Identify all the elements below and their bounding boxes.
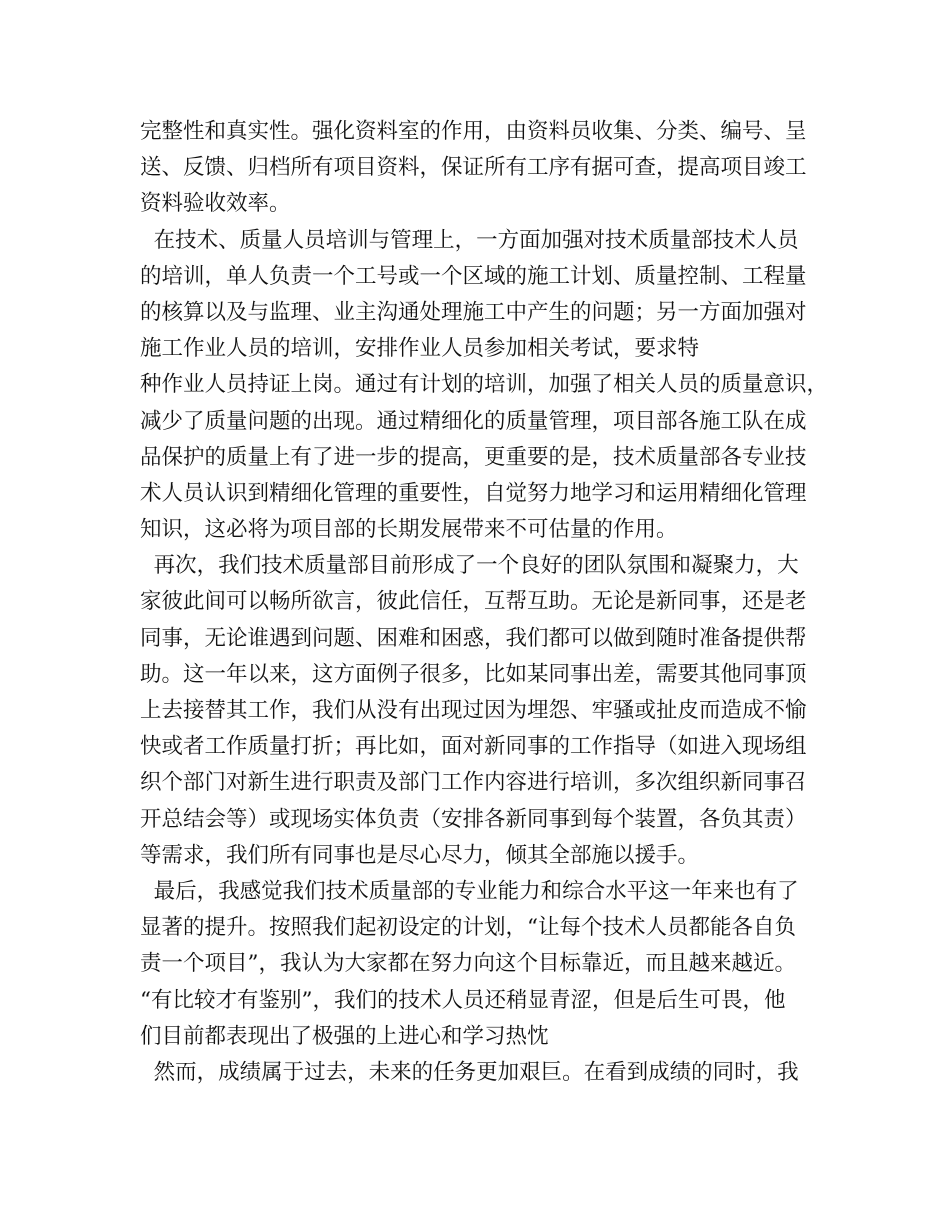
text-line: “有比较才有鉴别”，我们的技术人员还稍显青涩，但是后生可畏，他 xyxy=(140,987,786,1013)
text-line: 责一个项目”，我认为大家都在努力向这个目标靠近，而且越来越近。 xyxy=(140,951,796,977)
text-line: 上去接替其工作，我们从没有出现过因为埋怨、牢骚或扯皮而造成不愉 xyxy=(140,698,807,723)
text-line: 同事，无论谁遇到问题、困难和困惑，我们都可以做到随时准备提供帮 xyxy=(140,625,807,651)
text-line: 显著的提升。按照我们起初设定的计划，“让每个技术人员都能各自负 xyxy=(140,915,796,941)
text-line: 资料验收效率。 xyxy=(140,191,291,217)
text-line: 的核算以及与监理、业主沟通处理施工中产生的问题；另一方面加强对 xyxy=(140,299,807,325)
text-line: 们目前都表现出了极强的上进心和学习热忱 xyxy=(140,1023,549,1049)
text-line: 家彼此间可以畅所欲言，彼此信任，互帮互助。无论是新同事，还是老 xyxy=(140,589,807,615)
text-line: 品保护的质量上有了进一步的提高，更重要的是，技术质量部各专业技 xyxy=(140,444,807,470)
text-line: 快或者工作质量打折；再比如，面对新同事的工作指导（如进入现场组 xyxy=(140,734,807,760)
text-line: 然而，成绩属于过去，未来的任务更加艰巨。在看到成绩的同时，我 xyxy=(140,1059,799,1085)
text-line: 减少了质量问题的出现。通过精细化的质量管理，项目部各施工队在成 xyxy=(140,408,807,434)
text-line: 术人员认识到精细化管理的重要性，自觉努力地学习和运用精细化管理 xyxy=(140,480,807,506)
text-line: 施工作业人员的培训，安排作业人员参加相关考试，要求特 xyxy=(140,336,700,362)
text-line: 助。这一年以来，这方面例子很多，比如某同事出差，需要其他同事顶 xyxy=(140,661,807,687)
text-line: 的培训，单人负责一个工号或一个区域的施工计划、质量控制、工程量 xyxy=(140,263,807,289)
text-line: 送、反馈、归档所有项目资料，保证所有工序有据可查，提高项目竣工 xyxy=(140,155,807,181)
document-body xyxy=(140,114,829,1091)
text-line: 再次，我们技术质量部目前形成了一个良好的团队氛围和凝聚力，大 xyxy=(140,553,799,579)
text-line: 种作业人员持证上岗。通过有计划的培训，加强了相关人员的质量意识， xyxy=(140,372,829,398)
text-line: 在技术、质量人员培训与管理上，一方面加强对技术质量部技术人员 xyxy=(140,227,799,253)
text-line: 知识，这必将为项目部的长期发展带来不可估量的作用。 xyxy=(140,517,678,543)
text-line: 最后，我感觉我们技术质量部的专业能力和综合水平这一年来也有了 xyxy=(140,878,799,904)
text-line: 等需求，我们所有同事也是尽心尽力，倾其全部施以援手。 xyxy=(140,842,700,868)
text-line: 完整性和真实性。强化资料室的作用，由资料员收集、分类、编号、呈 xyxy=(140,119,807,144)
text-line: 织个部门对新生进行职责及部门工作内容进行培训，多次组织新同事召 xyxy=(140,770,807,796)
text-line: 开总结会等）或现场实体负责（安排各新同事到每个装置，各负其责） xyxy=(140,806,807,832)
